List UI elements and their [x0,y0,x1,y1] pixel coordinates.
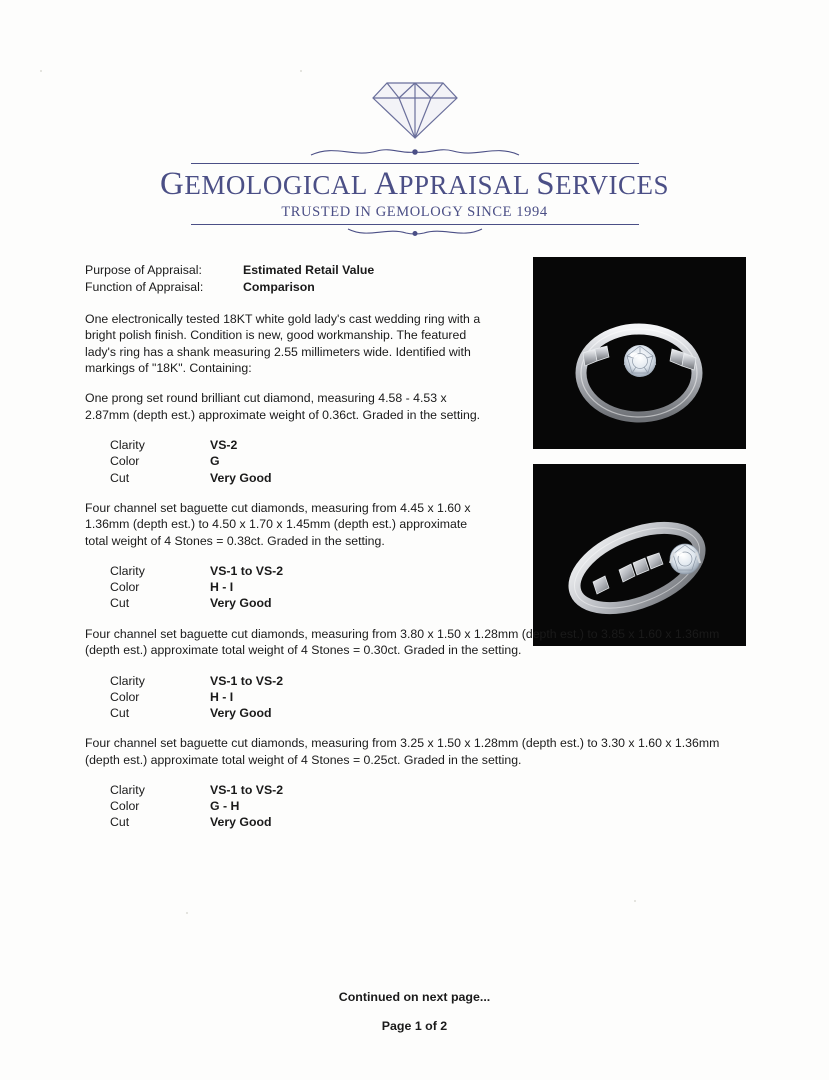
grade-key-clarity: Clarity [110,438,145,453]
grade-row [110,673,745,689]
grade-row [110,705,745,721]
item-2-grades [85,563,745,612]
description-intro: One electronically tested 18KT white gold lady's cast wedding ring with a bright polish finish. Condition is new, good workmanship. The featured lady's ring has a shank measuring 2.55 millimeters wide. Identified with markings of "18K". Containing: [85,311,481,376]
grade-key-color: Color [110,689,140,704]
grade-value-cut: Very Good [210,815,272,830]
flourish-top [180,144,650,160]
grade-value-cut: Very Good [210,705,272,720]
grade-value-cut: Very Good [210,596,272,611]
grade-row [110,798,745,814]
grade-value-clarity: VS-2 [210,438,238,453]
grade-row [110,563,745,579]
item-1-text: One prong set round brilliant cut diamond, measuring 4.58 - 4.53 x 2.87mm (depth est.) approximate weight of 0.36ct. Graded in the setting. [85,391,481,422]
grade-value-color: H - I [210,689,234,704]
paper-speck [634,900,636,902]
grade-value-color: G [210,454,220,469]
continued-notice: Continued on next page... [338,990,491,1004]
item-2-text: Four channel set baguette cut diamonds, measuring from 4.45 x 1.60 x 1.36mm (depth est.) to 4.50 x 1.70 x 1.45mm (depth est.) approximate total weight of 4 Stones = 0.38ct. Graded in the setting. [85,500,471,548]
grade-key-cut: Cut [110,470,130,485]
grade-row [110,470,745,486]
grade-row [110,437,745,453]
grade-key-clarity: Clarity [110,782,145,797]
paper-speck [40,70,42,72]
grade-key-cut: Cut [110,705,130,720]
grade-value-cut: Very Good [210,470,272,485]
item-3-grades [85,673,745,722]
grade-value-color: H - I [210,580,234,595]
item-3-text: Four channel set baguette cut diamonds, measuring from 3.80 x 1.50 x 1.28mm (depth est.) to 3.85 x 1.60 x 1.36mm (depth est.) approximate total weight of 4 Stones = 0.30ct. Graded in the setting. [85,626,720,658]
paper-speck [186,912,188,914]
paper-speck [300,70,302,72]
grade-row [110,453,745,469]
appraisal-body [85,262,745,845]
page-number: Page 1 of 2 [381,1019,448,1033]
grade-key-cut: Cut [110,596,130,611]
grade-value-clarity: VS-1 to VS-2 [210,673,284,688]
grade-value-color: G - H [210,799,240,814]
meta-value-function: Comparison [243,280,315,295]
item-1-grades [85,437,745,486]
company-tagline: TRUSTED IN GEMOLOGY SINCE 1994 [281,204,548,220]
appraisal-meta-table [85,262,374,297]
item-4-grades [85,782,745,831]
grade-row [110,782,745,798]
letterhead [0,78,829,241]
grade-row [110,595,745,611]
grade-value-clarity: VS-1 to VS-2 [210,782,284,797]
grade-key-color: Color [110,580,140,595]
diamond-icon [369,78,461,140]
table-row [85,279,374,296]
item-4-text: Four channel set baguette cut diamonds, measuring from 3.25 x 1.50 x 1.28mm (depth est.) to 3.30 x 1.60 x 1.36mm (depth est.) approximate total weight of 4 Stones = 0.25ct. Graded in the setting. [85,736,720,767]
grade-value-clarity: VS-1 to VS-2 [210,564,284,579]
flourish-bottom [180,225,650,241]
grade-key-clarity: Clarity [110,564,145,579]
meta-label-function: Function of Appraisal: [85,280,204,295]
meta-value-purpose: Estimated Retail Value [243,263,375,277]
grade-key-color: Color [110,454,140,469]
company-name: GEMOLOGICAL APPRAISAL SERVICES [160,166,669,202]
table-row [85,262,374,279]
grade-key-color: Color [110,799,140,814]
meta-label-purpose: Purpose of Appraisal: [85,263,202,277]
grade-key-cut: Cut [110,815,130,830]
letterhead-rule-top [191,163,639,164]
grade-row [110,689,745,705]
grade-row [110,814,745,830]
grade-row [110,579,745,595]
grade-key-clarity: Clarity [110,673,145,688]
